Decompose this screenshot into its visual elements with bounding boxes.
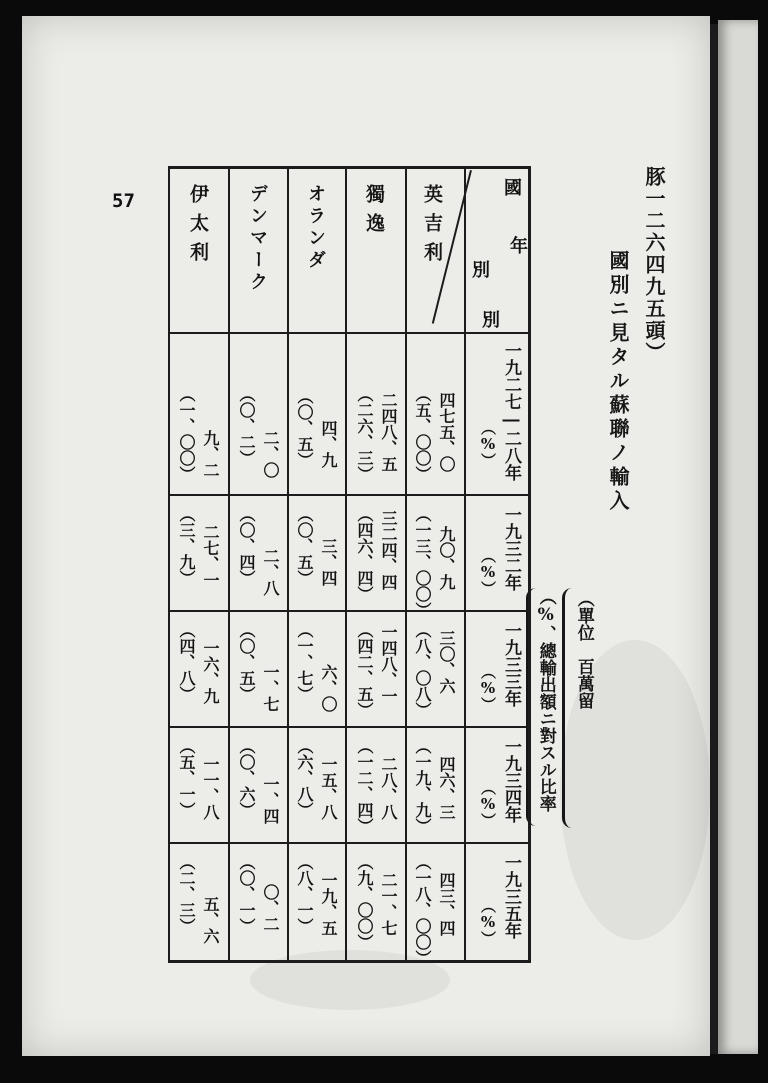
corner-country-suffix: 別	[482, 310, 500, 331]
unit-note: （%、總輸出額ニ對スル比率	[535, 588, 556, 812]
value-cell: 一四八、一	[379, 624, 398, 704]
pct-cell: （六、八）	[295, 738, 314, 818]
table-top-border	[168, 166, 530, 169]
value-cell: 〇、二	[261, 884, 280, 932]
pct-cell: （四六、四）	[355, 506, 374, 602]
pct-cell: （九、〇〇）	[355, 854, 374, 950]
corner-country-label: 國	[504, 178, 522, 199]
value-cell: 四、九	[319, 420, 338, 468]
pct-cell: （一九、九）	[413, 738, 432, 834]
book-spine	[710, 24, 718, 1054]
value-cell: 二、〇	[261, 430, 280, 478]
pct-cell: （〇、二）	[237, 386, 256, 466]
table-bottom-border	[168, 960, 530, 963]
year-header-pct: （%）	[479, 420, 497, 468]
value-cell: 三二四、四	[379, 510, 398, 590]
year-header-pct: （%）	[479, 780, 497, 828]
value-cell: 一九、五	[319, 872, 338, 936]
value-cell: 二七、一	[201, 524, 220, 588]
column-divider	[345, 166, 347, 963]
pct-cell: （〇、五）	[295, 388, 314, 468]
pct-cell: （二六、三）	[355, 386, 374, 482]
value-cell: 三〇、六	[437, 630, 456, 694]
value-cell: 三、四	[319, 538, 338, 586]
previous-text-line: 豚一二六四九五頭）	[642, 166, 666, 364]
year-header: 一九三五年	[501, 854, 521, 939]
value-cell: 四六、三	[437, 756, 456, 820]
pct-cell: （一八、〇〇）	[413, 854, 432, 966]
table-left-border	[168, 166, 170, 963]
pct-cell: （二、三）	[177, 854, 196, 934]
page-number: 57	[112, 190, 135, 212]
value-cell: 一一、八	[201, 756, 220, 820]
country-header: 英吉利	[421, 184, 443, 271]
corner-year-suffix: 別	[472, 260, 490, 281]
value-cell: 六、〇	[319, 664, 338, 712]
value-cell: 一、七	[261, 664, 280, 712]
pct-cell: （〇、五）	[237, 622, 256, 702]
unit-brace	[562, 588, 573, 828]
column-divider	[405, 166, 407, 963]
row-divider	[168, 842, 530, 844]
pct-cell: （一、七）	[295, 622, 314, 702]
value-cell: 二四八、五	[379, 392, 398, 472]
pct-cell: （〇、四）	[237, 506, 256, 586]
value-cell: 九〇、九	[437, 526, 456, 590]
country-header: 伊太利	[187, 184, 209, 271]
pct-cell: （八、一）	[295, 854, 314, 934]
year-header: 一九三四年	[501, 738, 521, 823]
pct-cell: （四二、五）	[355, 622, 374, 718]
adjacent-page-edge	[718, 20, 758, 1054]
row-divider	[168, 726, 530, 728]
value-cell: 九、二	[201, 430, 220, 478]
country-header: デンマーク	[247, 184, 268, 294]
pct-cell: （五、一）	[177, 738, 196, 818]
table-header-divider	[168, 332, 530, 334]
pct-cell: （一、〇〇）	[177, 386, 196, 482]
pct-cell: （八、〇八）	[413, 622, 432, 718]
pct-cell: （五、〇〇）	[413, 386, 432, 482]
column-divider	[228, 166, 230, 963]
pct-cell: （四、八）	[177, 622, 196, 702]
unit-label: （單位 百萬留	[573, 590, 594, 709]
pct-cell: （一二、四）	[355, 738, 374, 834]
table-title: 國別ニ見タル蘇聯ノ輸入	[606, 250, 630, 514]
corner-year-label: 年	[510, 236, 528, 257]
year-header-pct: （%）	[479, 898, 497, 946]
pct-cell: （〇、一）	[237, 854, 256, 934]
column-divider	[287, 166, 289, 963]
pct-cell: （〇、六）	[237, 738, 256, 818]
value-cell: 二一、七	[379, 872, 398, 936]
value-cell: 一、四	[261, 776, 280, 824]
value-cell: 一五、八	[319, 756, 338, 820]
table-right-border	[528, 166, 531, 963]
row-divider	[168, 610, 530, 612]
column-divider	[464, 166, 466, 963]
pct-cell: （三、九）	[177, 506, 196, 586]
year-header-pct: （%）	[479, 664, 497, 712]
year-header-pct: （%）	[479, 548, 497, 596]
country-header: 獨逸	[363, 184, 385, 242]
country-header: オランダ	[305, 184, 326, 272]
value-cell: 二、八	[261, 548, 280, 596]
value-cell: 四三、四	[437, 872, 456, 936]
pct-cell: （一三、〇〇）	[413, 506, 432, 618]
value-cell: 二八、八	[379, 756, 398, 820]
row-divider	[168, 494, 530, 496]
year-header: 一九二七―二八年	[501, 342, 521, 481]
pct-cell: （〇、五）	[295, 506, 314, 586]
value-cell: 四七五、〇	[437, 392, 456, 472]
year-header: 一九三三年	[501, 622, 521, 707]
value-cell: 五、六	[201, 896, 220, 944]
year-header: 一九三二年	[501, 506, 521, 591]
value-cell: 一六、九	[201, 640, 220, 704]
